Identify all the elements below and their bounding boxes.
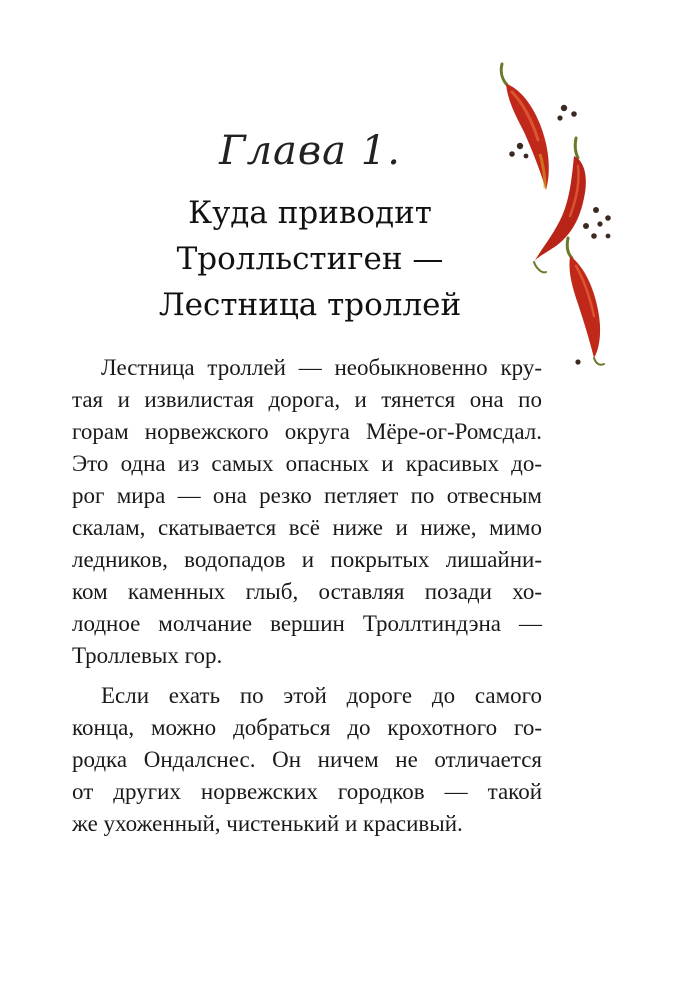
text-line: конца, можно добраться до крохотного го-	[72, 715, 542, 740]
chapter-title-line: Куда приводит	[188, 195, 432, 231]
chapter-title	[0, 190, 620, 328]
chapter-number: Глава 1.	[219, 128, 401, 174]
text-line: же ухоженный, чистенький и красивый.	[72, 811, 463, 836]
chapter-body	[72, 352, 542, 840]
text-line: Лестница троллей — необыкновенно кру-	[101, 355, 542, 380]
text-line: ледников, водопадов и покрытых лишайни-	[72, 547, 542, 572]
text-line: ком каменных глыб, оставляя позади хо-	[72, 579, 542, 604]
paragraph	[72, 352, 542, 672]
paragraph	[72, 680, 542, 840]
text-line: Это одна из самых опасных и красивых до-	[72, 451, 542, 476]
chapter-title-line: Тролльстиген —	[176, 241, 444, 277]
text-line: рог мира — она резко петляет по отвесным	[72, 483, 542, 508]
text-line: родка Ондалснес. Он ничем не отличается	[72, 747, 542, 772]
text-line: Троллевых гор.	[72, 643, 223, 668]
text-line: горам норвежского округа Мёре-ог-Ромсдал.	[72, 419, 542, 444]
text-line: скалам, скатывается всё ниже и ниже, мимо	[72, 515, 542, 540]
text-line: Если ехать по этой дороге до самого	[101, 683, 542, 708]
chapter-title-line: Лестница троллей	[158, 287, 462, 323]
text-line: лодное молчание вершин Троллтиндэна —	[72, 611, 542, 636]
text-line: тая и извилистая дорога, и тянется она по	[72, 387, 542, 412]
text-line: от других норвежских городков — такой	[72, 779, 542, 804]
